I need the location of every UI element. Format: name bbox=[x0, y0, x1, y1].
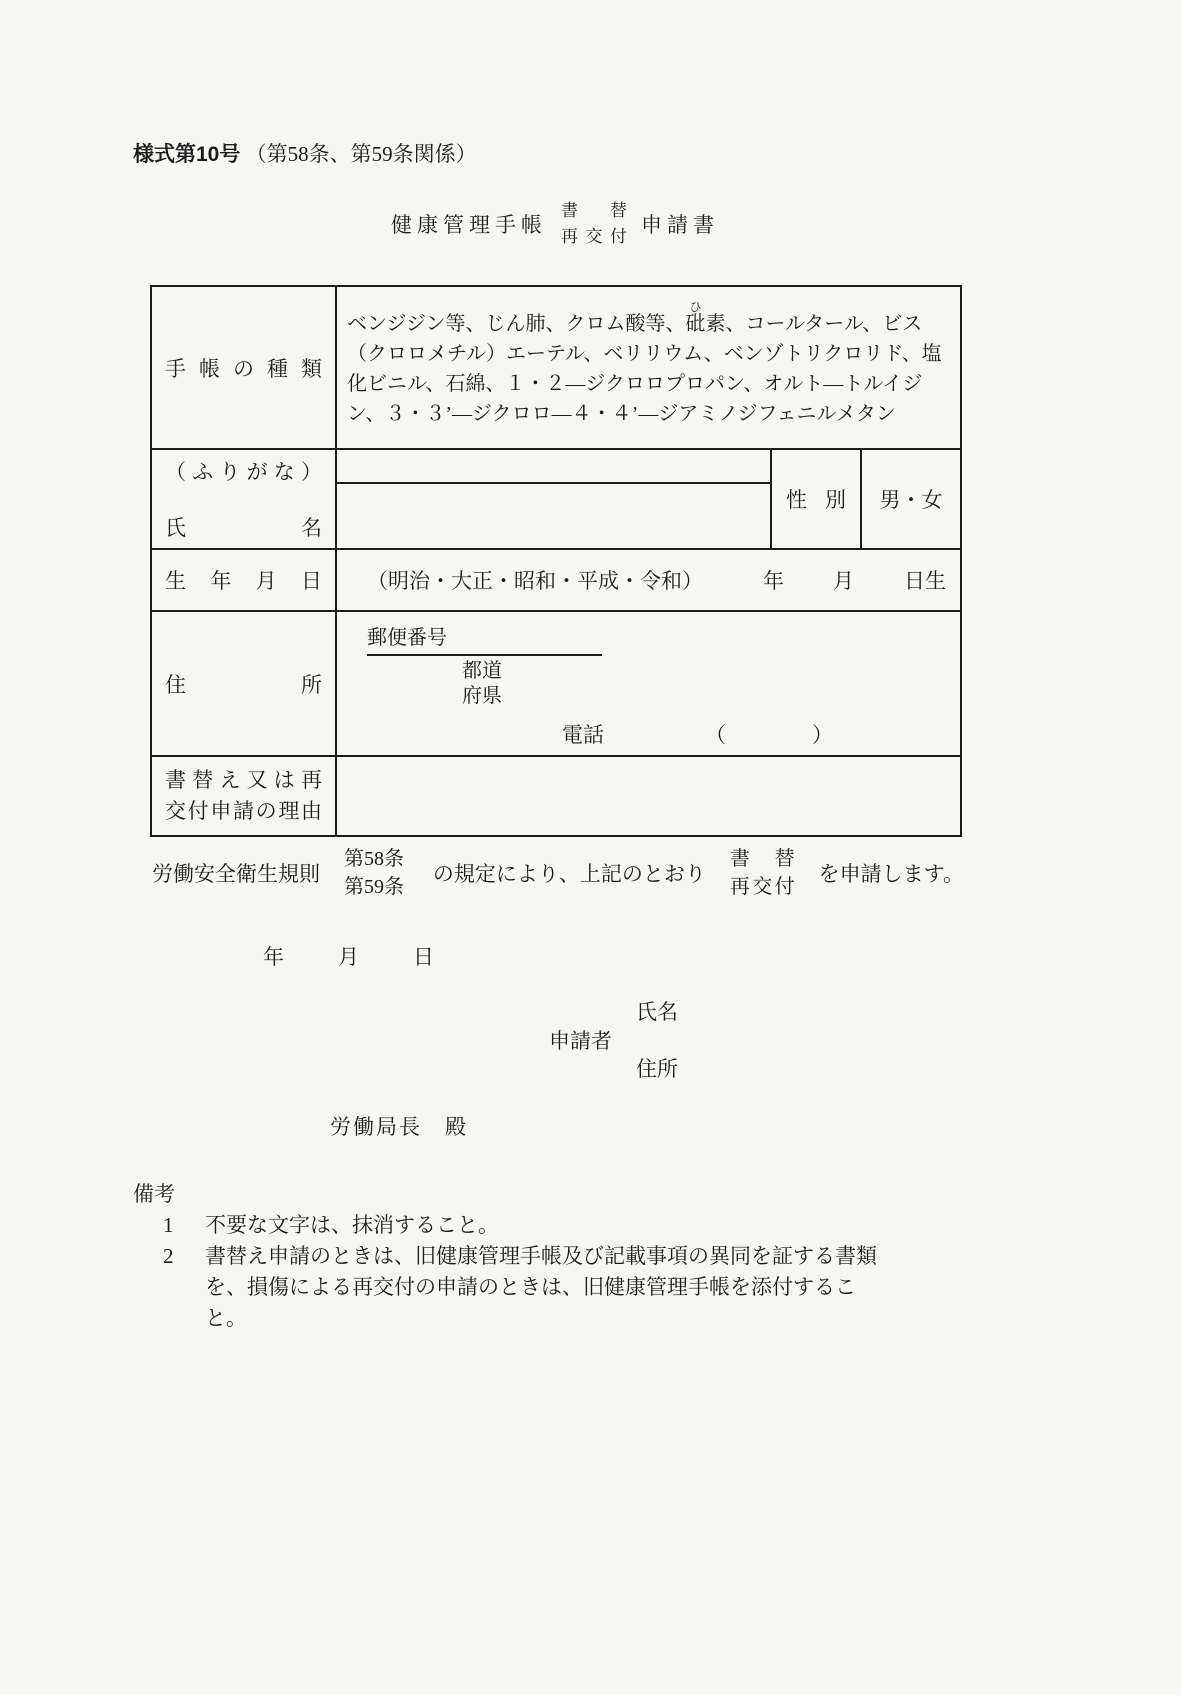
remark-2-number: 2 bbox=[163, 1244, 174, 1268]
address-content bbox=[337, 613, 960, 754]
row-handbook-type bbox=[151, 286, 961, 449]
applicant-fields bbox=[636, 996, 678, 1083]
birthdate-label: 生年月日 bbox=[165, 569, 322, 593]
era-options: （明治・大正・昭和・平成・令和） bbox=[367, 569, 703, 593]
furigana-entry-cell bbox=[336, 449, 771, 483]
postal-code-line bbox=[367, 621, 602, 656]
birthdate-label-cell bbox=[151, 549, 336, 611]
title-option-stack bbox=[561, 198, 627, 250]
form-number-note: （第58条、第59条関係） bbox=[245, 142, 477, 166]
applicant-address-label: 住所 bbox=[636, 1057, 678, 1081]
reason-entry-cell bbox=[336, 756, 961, 836]
prefecture-bottom: 府県 bbox=[462, 685, 502, 707]
reason-label-line1: 書替え又は再 bbox=[165, 768, 322, 792]
birth-day-label: 日生 bbox=[904, 569, 946, 593]
statement-suffix: を申請します。 bbox=[818, 862, 964, 886]
remarks-heading: 備考 bbox=[133, 1182, 175, 1206]
sex-options: 男・女 bbox=[879, 488, 943, 512]
title-option-reissue: 再交付 bbox=[561, 227, 627, 246]
phone-label: 電話 bbox=[562, 723, 604, 747]
handbook-type-text-before: ベンジジン等、じん肺、クロム酸等、 bbox=[347, 313, 686, 335]
name-label: 氏名 bbox=[165, 516, 322, 540]
sex-label: 性別 bbox=[786, 488, 846, 512]
statement-option-stack bbox=[730, 845, 795, 901]
remarks-list bbox=[163, 1210, 963, 1334]
arsenic-kanji: 砒 bbox=[685, 313, 706, 335]
remark-item-1 bbox=[163, 1210, 963, 1241]
row-reason bbox=[151, 756, 961, 836]
form-number bbox=[133, 138, 477, 168]
birth-month-label: 月 bbox=[833, 569, 854, 593]
row-address bbox=[151, 611, 961, 756]
form-number-text: 様式第10号 bbox=[133, 143, 241, 166]
address-label-cell bbox=[151, 611, 336, 756]
row-birthdate bbox=[151, 549, 961, 611]
address-value-cell bbox=[336, 611, 961, 756]
birthdate-value-cell bbox=[336, 549, 961, 611]
birthdate-row bbox=[337, 565, 960, 595]
phone-line bbox=[562, 719, 833, 749]
remark-2-text: 書替え申請のときは、旧健康管理手帳及び記載事項の異同を証する書類を、損傷による再交付の申請のときは、旧健康管理手帳を添付すること。 bbox=[205, 1244, 877, 1330]
article-58: 第58条 bbox=[344, 848, 404, 870]
arsenic-ruby bbox=[685, 300, 706, 335]
phone-paren-close: ） bbox=[812, 723, 833, 747]
reason-label-cell bbox=[151, 756, 336, 836]
prefecture-label bbox=[462, 659, 502, 709]
statement-line bbox=[152, 845, 964, 901]
applicant-name-label: 氏名 bbox=[636, 1000, 678, 1024]
remark-item-2 bbox=[163, 1241, 963, 1334]
statement-option-rewrite: 書替 bbox=[729, 848, 795, 870]
form-title-prefix: 健康管理手帳 bbox=[391, 213, 547, 237]
addressee-line: 労働局長 殿 bbox=[330, 1115, 468, 1139]
row-furigana bbox=[151, 449, 961, 483]
article-stack bbox=[344, 845, 409, 901]
handbook-type-value-cell bbox=[336, 286, 961, 449]
name-label-wrap bbox=[165, 456, 322, 542]
statement-option-reissue: 再交付 bbox=[729, 876, 795, 898]
handbook-type-label-cell bbox=[151, 286, 336, 449]
applicant-block bbox=[549, 996, 678, 1083]
furigana-label: （ふりがな） bbox=[165, 460, 322, 484]
date-line: 年 月 日 bbox=[263, 945, 438, 969]
handbook-type-label: 手帳の種類 bbox=[165, 356, 322, 381]
sex-label-cell bbox=[771, 449, 861, 549]
regulation-name: 労働安全衛生規則 bbox=[152, 862, 320, 886]
handbook-type-text-after: 素、コールタール、ビス（クロロメチル）エーテル、ベリリウム、ベンゾトリクロリド、塩化ビニル、石綿、１・２―ジクロロプロパン、オルト―トルイジン、３・３’―ジクロロ―４・４’―ジアミノジフェニルメタン bbox=[347, 313, 942, 425]
remark-1-number: 1 bbox=[163, 1213, 174, 1237]
prefecture-top: 都道 bbox=[462, 660, 502, 682]
article-59: 第59条 bbox=[344, 876, 404, 898]
reason-label-line2: 交付申請の理由 bbox=[165, 799, 322, 823]
name-label-cell bbox=[151, 449, 336, 549]
form-title bbox=[150, 198, 960, 250]
form-title-suffix: 申請書 bbox=[641, 213, 719, 237]
remark-1-text: 不要な文字は、抹消すること。 bbox=[205, 1213, 499, 1237]
postal-code-label: 郵便番号 bbox=[367, 627, 447, 649]
name-entry-cell bbox=[336, 483, 771, 549]
applicant-label: 申請者 bbox=[549, 1028, 612, 1053]
title-option-rewrite: 書替 bbox=[561, 201, 627, 220]
address-label: 住所 bbox=[165, 672, 322, 697]
phone-paren-open: （ bbox=[705, 723, 726, 747]
application-table bbox=[150, 285, 962, 837]
arsenic-furigana: ひ bbox=[685, 300, 706, 314]
birth-year-label: 年 bbox=[763, 569, 784, 593]
sex-value-cell bbox=[861, 449, 961, 549]
statement-middle: の規定により、上記のとおり bbox=[432, 862, 706, 886]
